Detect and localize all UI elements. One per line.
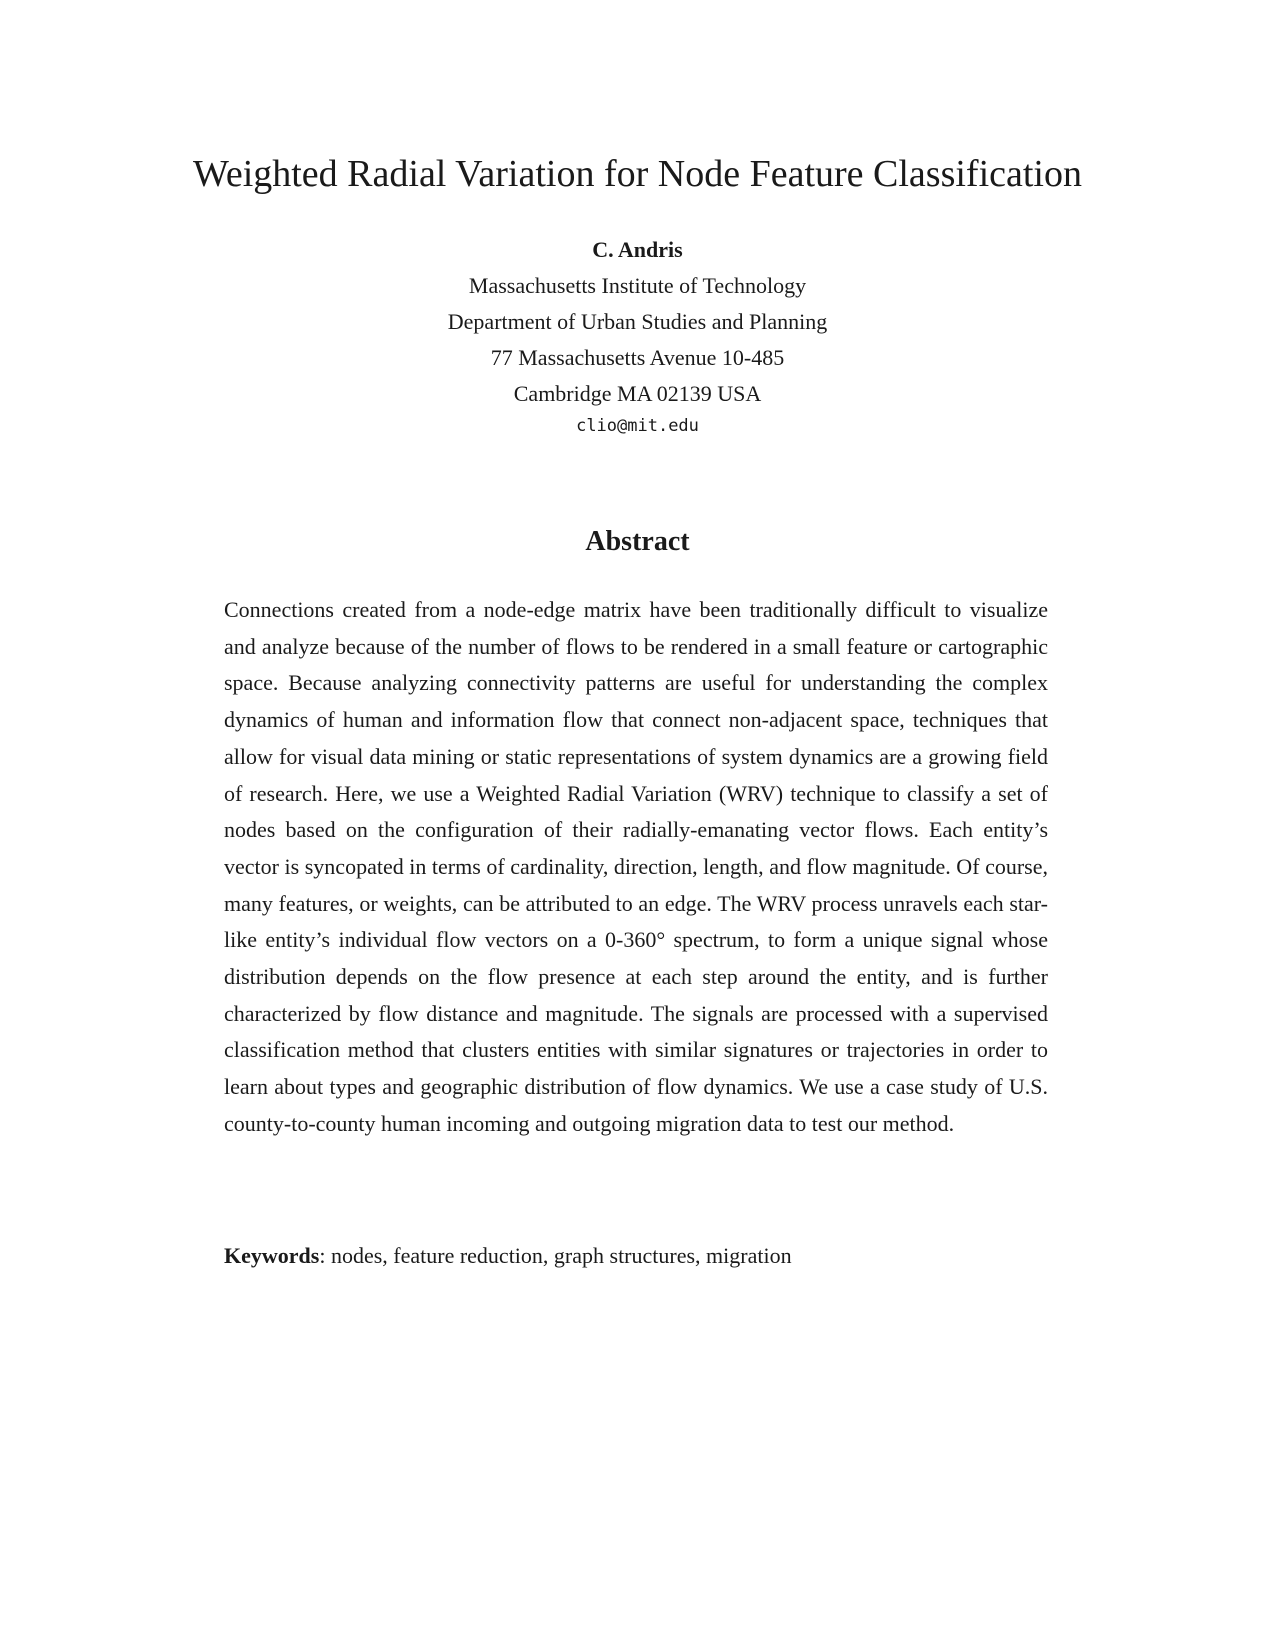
author-block	[0, 232, 1275, 440]
affiliation-street: 77 Massachusetts Avenue 10-485	[490, 345, 785, 370]
keywords-label: Keywords	[224, 1243, 320, 1268]
abstract-heading: Abstract	[585, 526, 690, 557]
affiliation-city: Cambridge MA 02139 USA	[513, 381, 762, 406]
author-name: C. Andris	[592, 237, 683, 262]
keywords-separator: :	[319, 1243, 331, 1268]
keywords-list: nodes, feature reduction, graph structures, migration	[330, 1243, 792, 1268]
abstract-text: Connections created from a node-edge matrix have been traditionally difficult to visualize and analyze because of the number of flows to be rendered in a small feature or cartographic space. Because analyzing connectivity patterns are useful for understanding the complex dynamics of human and information flow that connect non-adjacent space, techniques that allow for visual data mining or static representations of system dynamics are a growing field of research. Here, we use a Weighted Radial Variation (WRV) technique to classify a set of nodes based on the configuration of their radially-emanating vector flows. Each entity’s vector is syncopated in terms of cardinality, direction, length, and flow magnitude. Of course, many features, or weights, can be attributed to an edge. The WRV process unravels each star-like entity’s individual flow vectors on a 0-360° spectrum, to form a unique signal whose distribution depends on the flow presence at each step around the entity, and is further characterized by flow distance and magnitude. The signals are processed with a supervised classification method that clusters entities with similar signatures or trajectories in order to learn about types and geographic distribution of flow dynamics. We use a case study of U.S. county-to-county human incoming and outgoing migration data to test our method.	[224, 597, 1048, 1136]
affiliation-department: Department of Urban Studies and Planning	[447, 309, 828, 334]
keywords	[224, 1238, 1048, 1274]
author-email[interactable]: clio@mit.edu	[576, 416, 699, 436]
affiliation-institution: Massachusetts Institute of Technology	[468, 273, 807, 298]
paper-title: Weighted Radial Variation for Node Feature Classification	[193, 153, 1082, 195]
